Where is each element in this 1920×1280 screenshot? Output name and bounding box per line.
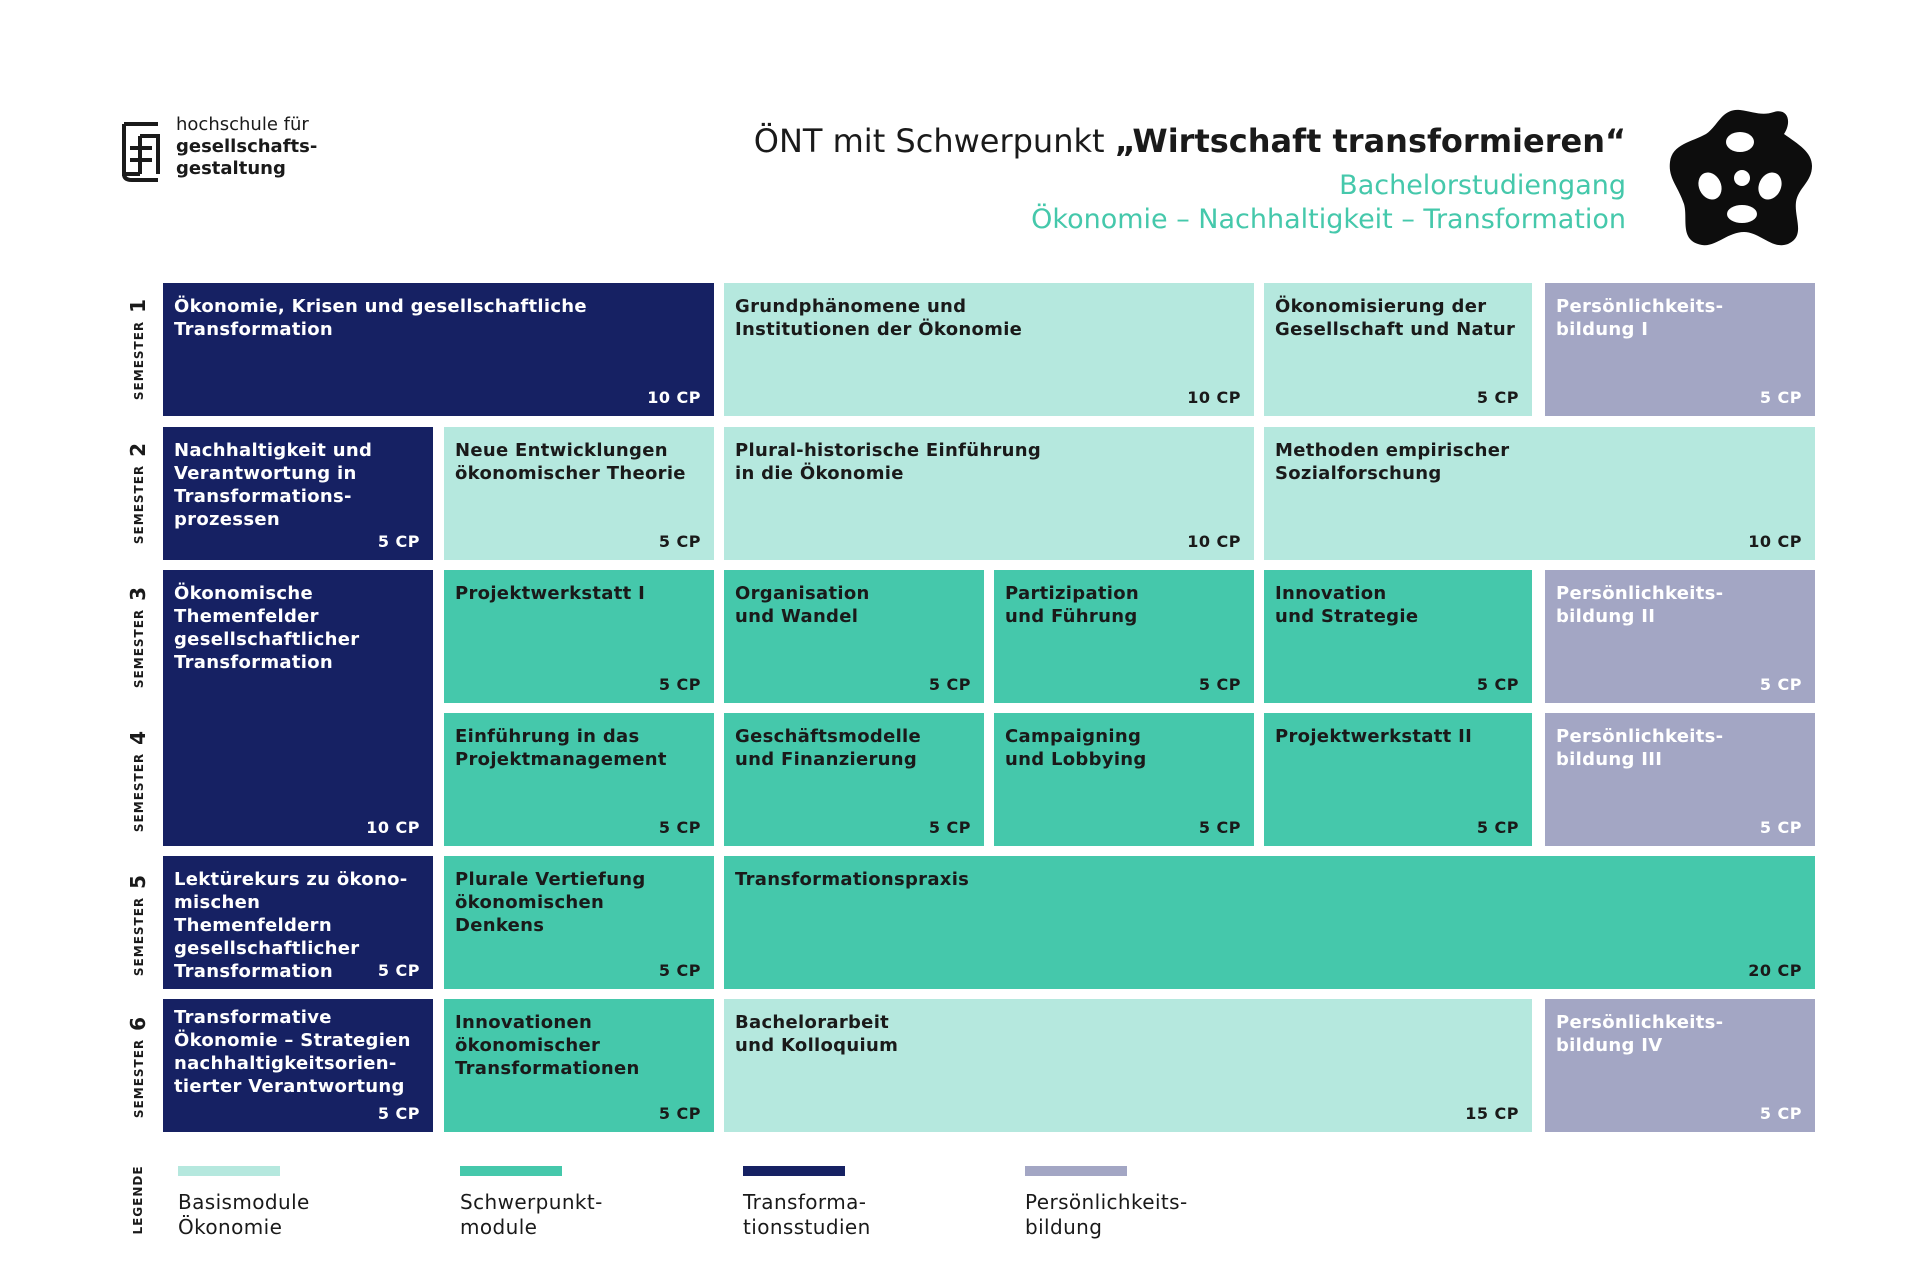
institution-logo-icon xyxy=(120,116,162,182)
module-name: Projektwerkstatt II xyxy=(1275,726,1473,747)
module-card[interactable] xyxy=(444,999,714,1132)
module-card[interactable] xyxy=(163,283,714,416)
module-card[interactable] xyxy=(994,570,1254,703)
module-card[interactable] xyxy=(1264,713,1532,846)
legend-text-persoenlichkeit: Persönlichkeits- bildung xyxy=(1025,1190,1188,1239)
institution-name-line3: gestaltung xyxy=(176,158,286,179)
module-credits: 5 CP xyxy=(1759,1104,1802,1123)
page-title xyxy=(754,122,1626,160)
module-card[interactable] xyxy=(1264,570,1532,703)
module-credits: 5 CP xyxy=(1759,818,1802,837)
module-name: Methoden empirischer Sozialforschung xyxy=(1275,440,1510,484)
module-card[interactable] xyxy=(163,999,433,1132)
module-name: Transformationspraxis xyxy=(735,869,970,890)
module-name: Neue Entwicklungen ökonomischer Theorie xyxy=(455,440,686,484)
legend-swatch-schwerpunkt xyxy=(460,1166,562,1176)
module-credits: 15 CP xyxy=(1465,1104,1519,1123)
legend-swatch-persoenlichkeit xyxy=(1025,1166,1127,1176)
module-credits: 5 CP xyxy=(377,532,420,551)
module-card[interactable] xyxy=(994,713,1254,846)
module-credits: 5 CP xyxy=(658,675,701,694)
module-credits: 5 CP xyxy=(377,1104,420,1123)
module-credits: 5 CP xyxy=(658,818,701,837)
module-name: Ökonomie, Krisen und gesellschaftliche Transformation xyxy=(174,296,587,340)
module-card[interactable] xyxy=(444,856,714,989)
legend-swatch-basis xyxy=(178,1166,280,1176)
module-credits: 5 CP xyxy=(377,961,420,980)
module-card[interactable] xyxy=(1545,570,1815,703)
module-credits: 10 CP xyxy=(1748,532,1802,551)
semester-label-1: SEMESTER1 xyxy=(126,297,150,401)
page-title-prefix: ÖNT mit Schwerpunkt xyxy=(753,122,1115,160)
module-name: Geschäftsmodelle und Finanzierung xyxy=(735,726,922,770)
module-card[interactable] xyxy=(1545,283,1815,416)
module-name: Persönlichkeits- bildung III xyxy=(1556,726,1724,770)
module-card[interactable] xyxy=(724,427,1254,560)
semester-label-6: SEMESTER6 xyxy=(126,1015,150,1119)
module-name: Persönlichkeits- bildung II xyxy=(1556,583,1724,627)
module-card[interactable] xyxy=(724,999,1532,1132)
module-card[interactable] xyxy=(444,570,714,703)
module-card[interactable] xyxy=(163,856,433,989)
module-name: Ökonomisierung der Gesellschaft und Natur xyxy=(1275,296,1516,340)
program-emblem-icon xyxy=(1666,104,1816,252)
module-name: Ökonomische Themenfelder gesellschaftlicher Transformation xyxy=(174,583,360,673)
module-name: Innovationen ökonomischer Transformationen xyxy=(455,1012,640,1079)
module-card[interactable] xyxy=(1545,999,1815,1132)
page-subtitle-program: Bachelorstudiengang xyxy=(1339,170,1626,201)
module-card[interactable] xyxy=(163,427,433,560)
module-name: Partizipation und Führung xyxy=(1005,583,1140,627)
semester-label-3: SEMESTER3 xyxy=(126,585,150,689)
module-credits: 5 CP xyxy=(1198,675,1241,694)
module-card[interactable] xyxy=(724,570,984,703)
module-name: Grundphänomene und Institutionen der Ökonomie xyxy=(735,296,1023,340)
module-name: Persönlichkeits- bildung I xyxy=(1556,296,1724,340)
module-card[interactable] xyxy=(444,427,714,560)
module-credits: 5 CP xyxy=(658,1104,701,1123)
module-credits: 5 CP xyxy=(658,532,701,551)
module-credits: 5 CP xyxy=(1759,675,1802,694)
module-credits: 5 CP xyxy=(658,961,701,980)
page-subtitle-focus: Ökonomie – Nachhaltigkeit – Transformation xyxy=(1031,204,1626,235)
module-name: Projektwerkstatt I xyxy=(455,583,646,604)
module-name: Nachhaltigkeit und Verantwortung in Transformations- prozessen xyxy=(174,440,373,530)
module-name: Plurale Vertiefung ökonomischen Denkens xyxy=(455,869,646,936)
module-name: Bachelorarbeit und Kolloquium xyxy=(735,1012,899,1056)
module-name: Transformative Ökonomie – Strategien nachhaltigkeitsorien- tierter Verantwortung xyxy=(174,1007,411,1097)
module-credits: 20 CP xyxy=(1748,961,1802,980)
module-card[interactable] xyxy=(724,713,984,846)
module-credits: 5 CP xyxy=(1198,818,1241,837)
legend-text-schwerpunkt: Schwerpunkt- module xyxy=(460,1190,603,1239)
legend-swatch-transformation xyxy=(743,1166,845,1176)
semester-label-2: SEMESTER2 xyxy=(126,441,150,545)
module-credits: 10 CP xyxy=(366,818,420,837)
module-card[interactable] xyxy=(1264,427,1815,560)
legend-label: LEGENDE xyxy=(131,1165,145,1235)
module-card[interactable] xyxy=(1264,283,1532,416)
module-credits: 5 CP xyxy=(1476,675,1519,694)
module-name: Einführung in das Projektmanagement xyxy=(455,726,667,770)
module-card[interactable] xyxy=(724,856,1815,989)
institution-name xyxy=(176,114,317,180)
semester-label-4: SEMESTER4 xyxy=(126,729,150,833)
module-name: Innovation und Strategie xyxy=(1275,583,1419,627)
legend-text-transformation: Transforma- tionsstudien xyxy=(743,1190,871,1239)
institution-name-line2: gesellschafts- xyxy=(176,136,318,157)
module-credits: 5 CP xyxy=(928,818,971,837)
module-credits: 5 CP xyxy=(1476,818,1519,837)
module-card[interactable] xyxy=(724,283,1254,416)
module-name: Lektürekurs zu ökono- mischen Themenfeldern gesellschaftlicher Transformation xyxy=(174,869,408,982)
legend-text-basis: Basismodule Ökonomie xyxy=(178,1190,310,1239)
module-credits: 5 CP xyxy=(1759,388,1802,407)
module-credits: 10 CP xyxy=(1187,532,1241,551)
module-credits: 5 CP xyxy=(1476,388,1519,407)
module-card[interactable] xyxy=(163,570,433,846)
module-credits: 10 CP xyxy=(647,388,701,407)
module-card[interactable] xyxy=(1545,713,1815,846)
module-name: Persönlichkeits- bildung IV xyxy=(1556,1012,1724,1056)
module-card[interactable] xyxy=(444,713,714,846)
institution-name-line1: hochschule für xyxy=(176,114,309,135)
module-name: Organisation und Wandel xyxy=(735,583,870,627)
module-name: Campaigning und Lobbying xyxy=(1005,726,1147,770)
page-title-emphasis: „Wirtschaft transformieren“ xyxy=(1114,122,1626,160)
module-credits: 5 CP xyxy=(928,675,971,694)
module-name: Plural-historische Einführung in die Ökonomie xyxy=(735,440,1042,484)
semester-label-5: SEMESTER5 xyxy=(126,873,150,977)
module-credits: 10 CP xyxy=(1187,388,1241,407)
